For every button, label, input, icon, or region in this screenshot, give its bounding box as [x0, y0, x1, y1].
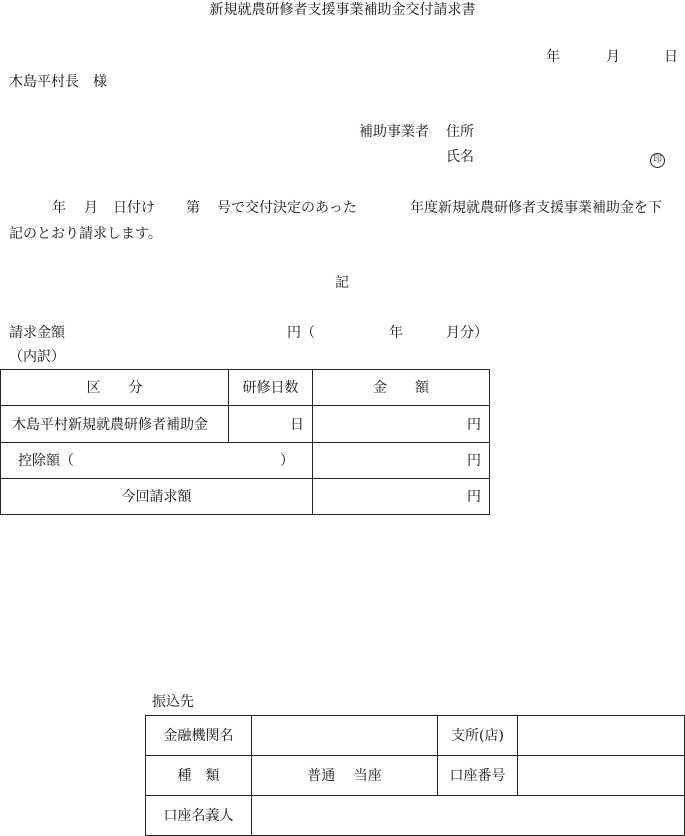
account-type-field[interactable] [251, 755, 438, 796]
date-year: 年 [546, 49, 560, 65]
row1-amount-unit: 円 [467, 417, 481, 433]
bank-name-field[interactable] [251, 715, 438, 756]
name-label: 氏名 [446, 149, 474, 165]
ki-mark: 記 [335, 275, 349, 291]
header-amount-cell [312, 369, 490, 406]
account-number-label: 口座番号 [449, 768, 506, 784]
account-number-field[interactable] [517, 755, 685, 796]
bank-name-label: 金融機関名 [163, 728, 234, 744]
body-decision-text: 号で交付決定のあった [217, 200, 357, 216]
row1-category: 木島平村新規就農研修者補助金 [12, 417, 208, 433]
body-line-2: 記のとおり請求します。 [9, 226, 162, 242]
row3-amount-cell[interactable] [312, 478, 490, 515]
account-type-label-cell [145, 755, 252, 796]
claim-year: 年 [389, 325, 403, 341]
date-month: 月 [606, 49, 620, 65]
row1-category-cell [0, 405, 229, 443]
row2-amount-unit: 円 [467, 453, 481, 469]
applicant-role: 補助事業者 [359, 124, 429, 140]
header-amount: 金 額 [373, 380, 429, 396]
document-title: 新規就農研修者支援事業補助金交付請求書 [209, 2, 476, 18]
address-label: 住所 [446, 124, 474, 140]
body-day-dated: 日付け [113, 200, 155, 216]
header-days-cell [228, 369, 313, 406]
body-month: 月 [84, 200, 98, 216]
branch-field[interactable] [517, 715, 685, 756]
row2-deduction-label: 控除額（ [18, 453, 74, 469]
header-category-cell [0, 369, 229, 406]
claim-month-close: 月分） [446, 325, 488, 341]
claim-yen-open: 円（ [287, 325, 315, 341]
account-number-label-cell [437, 755, 518, 796]
row1-days-cell[interactable] [228, 405, 313, 443]
account-holder-label-cell [145, 795, 252, 836]
branch-label-cell [437, 715, 518, 756]
account-type-label: 種 類 [177, 768, 220, 784]
seal-mark: 印 [650, 150, 665, 168]
row2-amount-cell[interactable] [312, 442, 490, 479]
body-number-prefix: 第 [186, 200, 200, 216]
row3-amount-unit: 円 [467, 489, 481, 505]
row1-amount-cell[interactable] [312, 405, 490, 443]
account-holder-label: 口座名義人 [163, 808, 234, 824]
body-program-text: 年度新規就農研修者支援事業補助金を下 [410, 200, 662, 216]
addressee: 木島平村長 様 [9, 74, 107, 90]
date-day: 日 [664, 49, 678, 65]
body-year: 年 [52, 200, 66, 216]
header-category: 区 分 [86, 380, 143, 396]
account-holder-field[interactable] [251, 795, 685, 836]
row3-total-label: 今回請求額 [121, 489, 192, 505]
row2-deduction-close: ） [280, 453, 294, 469]
account-type-options: 普通 当座 [307, 768, 382, 784]
claim-amount-label: 請求金額 [9, 325, 65, 341]
breakdown-label: （内訳） [9, 349, 65, 365]
row2-deduction-cell[interactable] [0, 442, 313, 479]
row1-days-unit: 日 [290, 417, 304, 433]
row3-total-cell [0, 478, 313, 515]
branch-label: 支所(店) [451, 728, 504, 744]
header-days: 研修日数 [242, 380, 299, 396]
bank-name-label-cell [145, 715, 252, 756]
transfer-label: 振込先 [152, 694, 194, 710]
